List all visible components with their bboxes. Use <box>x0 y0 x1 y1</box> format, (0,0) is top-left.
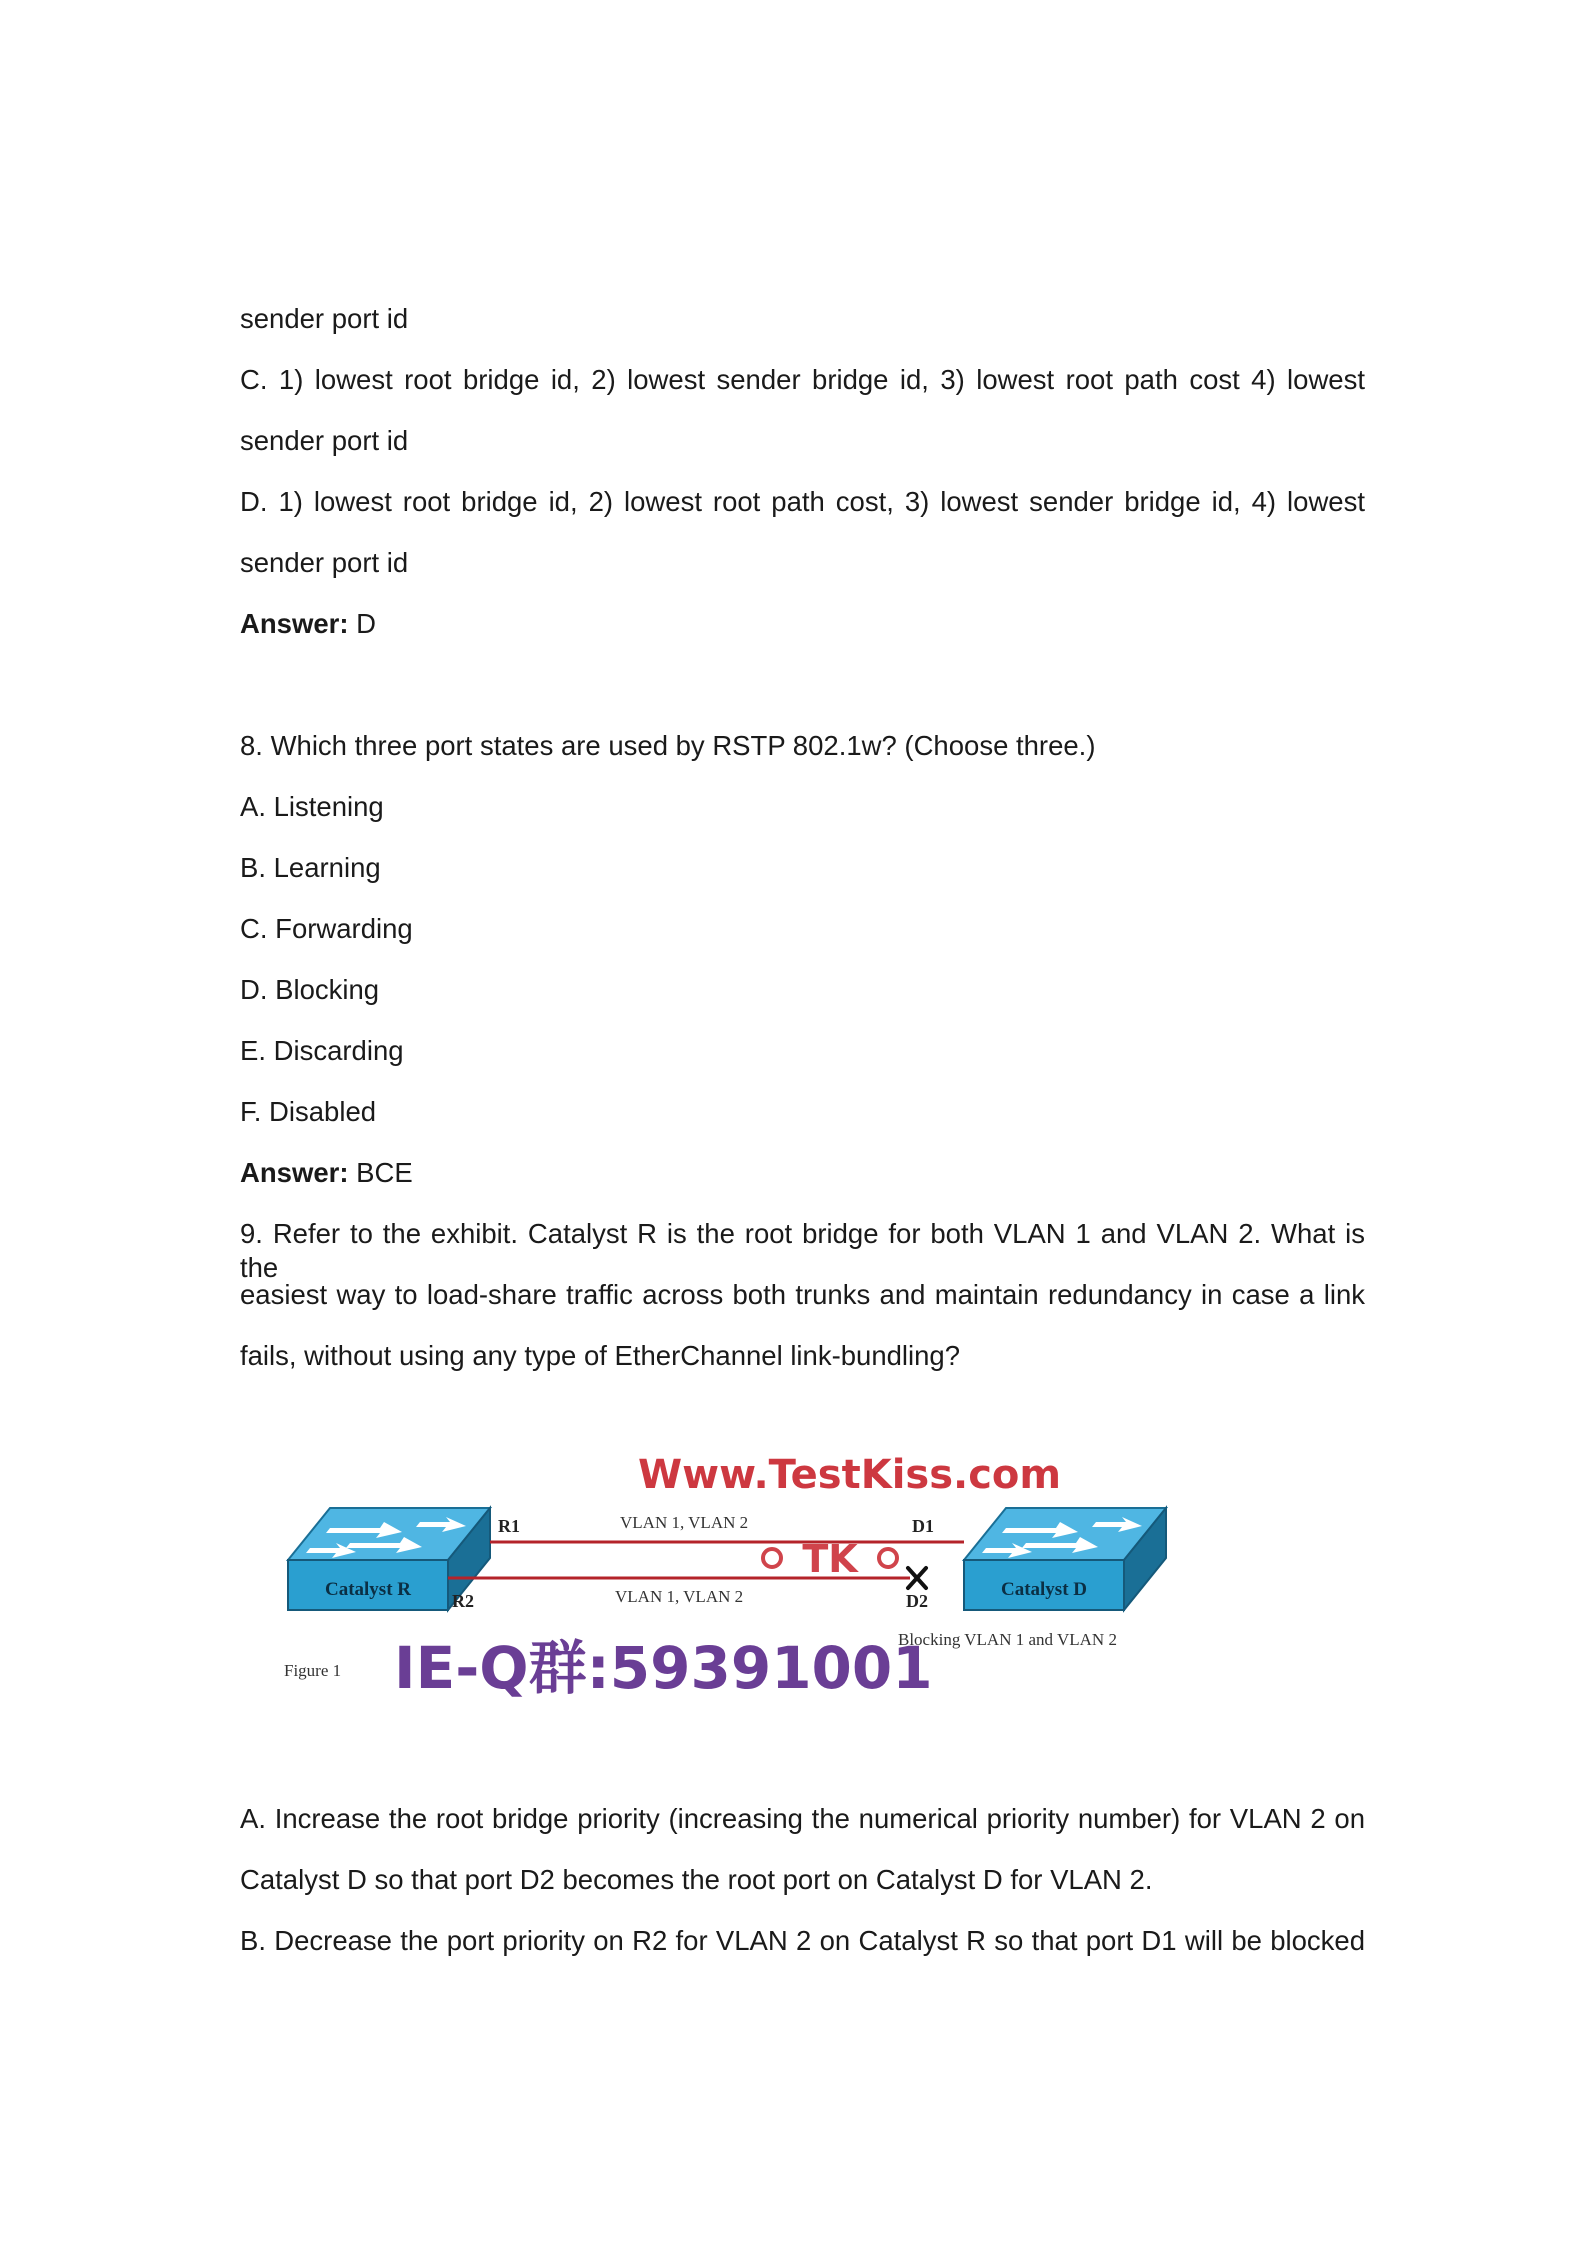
q8-option-f: F. Disabled <box>240 1096 377 1127</box>
q8-option-c: C. Forwarding <box>240 913 413 944</box>
q8-option-b: B. Learning <box>240 852 381 883</box>
port-d2-label: D2 <box>906 1591 928 1611</box>
q8-answer <box>240 1156 1365 1190</box>
q9-option-line: Catalyst D so that port D2 becomes the root port on Catalyst D for VLAN 2. <box>240 1864 1153 1895</box>
figure-caption: Figure 1 <box>284 1661 342 1680</box>
text-line: sender port id <box>240 425 409 456</box>
answer-value: BCE <box>348 1157 413 1188</box>
q9-question-line: fails, without using any type of EtherChannel link-bundling? <box>240 1340 961 1371</box>
link-top-label: VLAN 1, VLAN 2 <box>620 1513 749 1532</box>
exhibit-figure <box>270 1440 1190 1720</box>
q9-question-line: 9. Refer to the exhibit. Catalyst R is the root bridge for both VLAN 1 and VLAN 2. What is the <box>240 1218 1365 1283</box>
q8-question: 8. Which three port states are used by RSTP 802.1w? (Choose three.) <box>240 730 1096 761</box>
answer-value: D <box>348 608 376 639</box>
option-d-line: D. 1) lowest root bridge id, 2) lowest root path cost, 3) lowest sender bridge id, 4) lowest <box>240 486 1365 517</box>
watermark-url: Www.TestKiss.com <box>638 1452 1062 1498</box>
q9-option-line: A. Increase the root bridge priority (increasing the numerical priority number) for VLAN 2 on <box>240 1803 1365 1834</box>
answer-label: Answer: <box>240 1157 349 1188</box>
link-bottom-label: VLAN 1, VLAN 2 <box>615 1587 744 1606</box>
q8-option-e: E. Discarding <box>240 1035 404 1066</box>
q9-option-line: B. Decrease the port priority on R2 for VLAN 2 on Catalyst R so that port D1 will be blocked <box>240 1925 1365 1956</box>
catalyst-d-switch <box>964 1508 1166 1610</box>
catalyst-d-label: Catalyst D <box>1000 1579 1088 1600</box>
text-line: sender port id <box>240 303 409 334</box>
q8-option-a: A. Listening <box>240 791 384 822</box>
q8-option-d: D. Blocking <box>240 974 380 1005</box>
catalyst-r-label: Catalyst R <box>324 1579 412 1600</box>
answer-label: Answer: <box>240 608 349 639</box>
blocking-note: Blocking VLAN 1 and VLAN 2 <box>898 1630 1117 1649</box>
network-diagram <box>270 1440 1190 1720</box>
option-c-line: C. 1) lowest root bridge id, 2) lowest sender bridge id, 3) lowest root path cost 4) lowest <box>240 364 1365 395</box>
watermark-group: IE-Q群:59391001 <box>394 1634 933 1702</box>
text-line: sender port id <box>240 547 409 578</box>
q7-answer <box>240 607 1365 641</box>
port-r2-label: R2 <box>452 1591 474 1611</box>
blocked-port-icon <box>908 1568 926 1588</box>
port-r1-label: R1 <box>498 1516 520 1536</box>
tk-watermark-logo <box>763 1537 897 1581</box>
watermark-tk: TK <box>802 1537 858 1581</box>
q9-question-line: easiest way to load-share traffic across both trunks and maintain redundancy in case a link <box>240 1279 1365 1310</box>
port-d1-label: D1 <box>912 1516 934 1536</box>
